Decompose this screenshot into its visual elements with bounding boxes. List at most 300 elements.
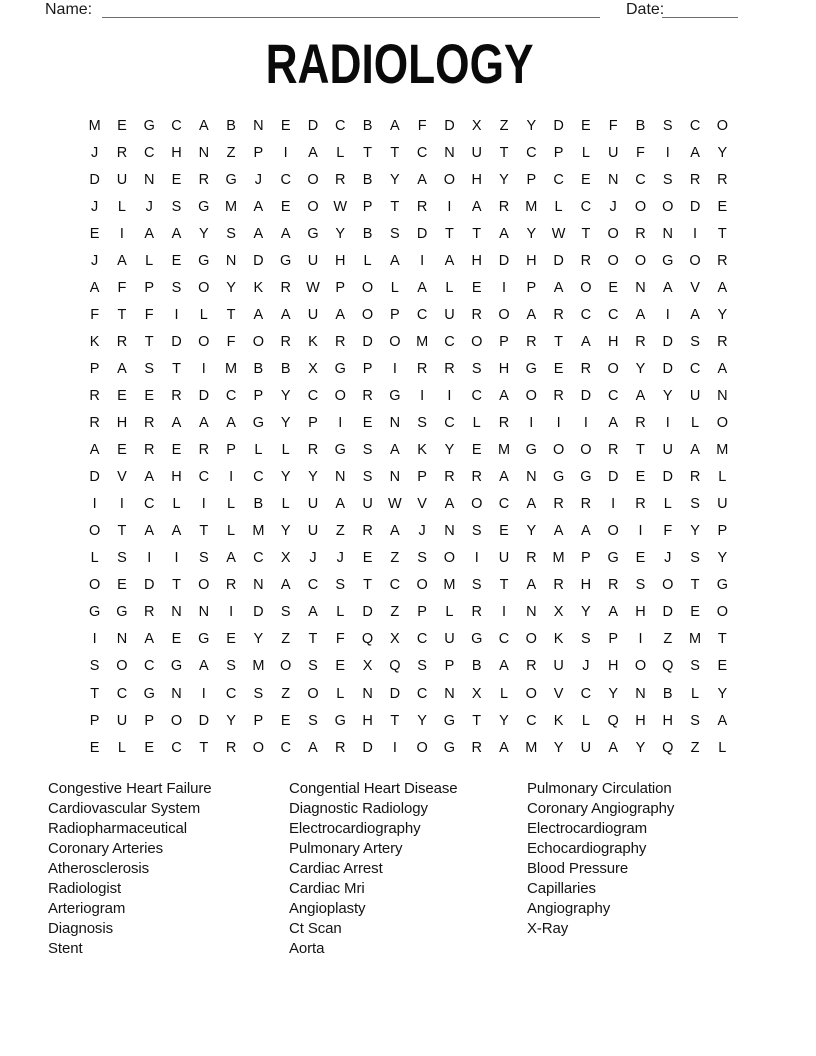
- grid-letter: G: [307, 225, 319, 242]
- grid-letter: K: [89, 333, 100, 350]
- grid-letter: I: [229, 469, 234, 486]
- grid-letter: N: [171, 604, 182, 621]
- grid-letter: M: [416, 333, 429, 350]
- grid-letter: I: [119, 496, 124, 513]
- grid-letter: C: [607, 306, 619, 323]
- grid-letter: Y: [226, 279, 236, 296]
- grid-letter: O: [634, 658, 647, 675]
- grid-letter: S: [581, 631, 591, 648]
- grid-letter: N: [116, 631, 128, 648]
- grid-letter: M: [525, 739, 538, 756]
- grid-letter: T: [717, 631, 727, 648]
- grid-letter: O: [307, 171, 319, 188]
- grid-letter: R: [280, 279, 291, 296]
- word-bank-item: Radiopharmaceutical: [48, 820, 188, 837]
- grid-letter: E: [171, 252, 182, 269]
- word-bank-item: Atherosclerosis: [48, 860, 150, 877]
- grid-letter: Y: [390, 171, 400, 188]
- grid-letter: I: [583, 415, 588, 432]
- grid-letter: R: [89, 387, 100, 404]
- grid-letter: Y: [635, 360, 646, 377]
- grid-letter: A: [308, 144, 318, 161]
- grid-letter: E: [553, 360, 564, 377]
- grid-letter: K: [417, 442, 427, 459]
- grid-letter: Y: [280, 387, 291, 404]
- grid-letter: E: [280, 198, 291, 215]
- grid-letter: O: [471, 496, 483, 513]
- grid-letter: E: [171, 171, 182, 188]
- grid-letter: O: [662, 198, 674, 215]
- grid-letter: Y: [717, 685, 728, 702]
- grid-letter: G: [198, 631, 210, 648]
- grid-letter: J: [609, 198, 617, 215]
- grid-letter: R: [526, 550, 537, 567]
- grid-letter: R: [225, 577, 237, 594]
- grid-letter: I: [201, 360, 206, 377]
- grid-letter: T: [554, 333, 564, 350]
- grid-letter: Y: [417, 712, 427, 729]
- word-bank-item: Echocardiography: [527, 840, 647, 857]
- grid-letter: B: [253, 360, 264, 377]
- grid-letter: C: [689, 117, 701, 134]
- grid-letter: A: [144, 631, 155, 648]
- grid-letter: F: [417, 117, 427, 134]
- grid-letter: Y: [280, 415, 291, 432]
- grid-letter: N: [717, 387, 728, 404]
- grid-letter: R: [526, 333, 537, 350]
- grid-letter: F: [117, 279, 127, 296]
- grid-letter: Y: [662, 387, 673, 404]
- word-bank-item: Coronary Angiography: [527, 800, 675, 817]
- grid-letter: X: [308, 360, 318, 377]
- word-bank-item: Arteriogram: [48, 900, 126, 917]
- grid-letter: D: [253, 252, 264, 269]
- grid-letter: T: [363, 577, 372, 594]
- word-bank-item: Ct Scan: [289, 920, 342, 937]
- grid-letter: Y: [717, 306, 728, 323]
- grid-letter: R: [335, 171, 346, 188]
- grid-letter: Y: [335, 225, 346, 242]
- grid-letter: T: [690, 577, 700, 594]
- grid-letter: B: [362, 117, 373, 134]
- grid-letter: E: [117, 577, 127, 594]
- grid-letter: E: [117, 117, 127, 134]
- word-bank-item: Congestive Heart Failure: [48, 780, 212, 797]
- grid-letter: R: [143, 604, 155, 621]
- grid-letter: L: [336, 604, 345, 621]
- grid-letter: K: [308, 333, 318, 350]
- grid-letter: T: [390, 712, 400, 729]
- grid-letter: D: [362, 604, 373, 621]
- grid-letter: E: [362, 550, 373, 567]
- grid-letter: C: [225, 685, 237, 702]
- grid-letter: N: [198, 144, 210, 161]
- grid-letter: B: [362, 171, 373, 188]
- grid-letter: I: [283, 144, 288, 161]
- grid-letter: F: [90, 306, 100, 323]
- grid-letter: D: [89, 469, 100, 486]
- grid-letter: E: [471, 279, 482, 296]
- grid-letter: A: [690, 144, 700, 161]
- grid-letter: A: [89, 442, 100, 459]
- grid-letter: D: [362, 333, 373, 350]
- grid-letter: J: [91, 252, 99, 269]
- word-bank-item: Diagnostic Radiology: [289, 800, 428, 817]
- grid-letter: P: [253, 712, 264, 729]
- grid-letter: R: [471, 604, 482, 621]
- grid-letter: N: [362, 685, 373, 702]
- grid-letter: O: [607, 225, 619, 242]
- grid-letter: N: [335, 469, 346, 486]
- grid-letter: G: [580, 469, 592, 486]
- grid-letter: T: [581, 225, 591, 242]
- grid-letter: G: [170, 658, 183, 675]
- grid-letter: I: [638, 631, 643, 648]
- grid-letter: L: [445, 604, 454, 621]
- grid-letter: E: [171, 442, 182, 459]
- grid-letter: A: [144, 469, 155, 486]
- grid-letter: G: [552, 469, 565, 486]
- grid-letter: P: [444, 658, 455, 675]
- grid-letter: N: [444, 685, 455, 702]
- grid-letter: A: [171, 225, 182, 242]
- grid-letter: E: [581, 117, 591, 134]
- grid-letter: A: [198, 117, 209, 134]
- grid-letter: O: [252, 333, 265, 350]
- grid-letter: C: [198, 469, 210, 486]
- grid-letter: C: [307, 577, 319, 594]
- grid-letter: C: [416, 306, 428, 323]
- grid-letter: L: [145, 252, 154, 269]
- grid-letter: R: [635, 415, 646, 432]
- grid-letter: C: [116, 685, 128, 702]
- grid-letter: A: [89, 279, 100, 296]
- word-bank-item: Angioplasty: [289, 900, 366, 917]
- grid-letter: J: [582, 658, 590, 675]
- grid-letter: S: [471, 523, 482, 540]
- grid-letter: A: [226, 415, 236, 432]
- grid-letter: A: [471, 198, 482, 215]
- grid-letter: U: [607, 144, 619, 161]
- grid-letter: O: [443, 171, 456, 188]
- grid-letter: A: [308, 604, 318, 621]
- grid-letter: R: [635, 496, 646, 513]
- grid-letter: D: [143, 577, 155, 594]
- grid-letter: T: [199, 523, 209, 540]
- grid-letter: O: [716, 117, 728, 134]
- grid-letter: C: [143, 144, 155, 161]
- grid-letter: N: [526, 604, 537, 621]
- grid-letter: U: [471, 144, 482, 161]
- grid-letter: R: [444, 360, 455, 377]
- grid-letter: F: [226, 333, 236, 350]
- grid-letter: V: [690, 279, 700, 296]
- grid-letter: G: [280, 252, 292, 269]
- grid-letter: I: [338, 415, 343, 432]
- grid-letter: Y: [717, 550, 728, 567]
- word-bank-item: X-Ray: [527, 920, 569, 937]
- grid-letter: U: [444, 306, 455, 323]
- grid-letter: J: [145, 198, 153, 215]
- name-blank-line: [102, 17, 600, 18]
- grid-letter: R: [553, 306, 564, 323]
- grid-letter: L: [117, 739, 126, 756]
- grid-letter: Y: [608, 685, 619, 702]
- grid-letter: P: [226, 442, 236, 459]
- grid-letter: R: [607, 442, 619, 459]
- grid-letter: L: [390, 279, 399, 296]
- grid-letter: A: [390, 252, 400, 269]
- grid-letter: U: [580, 739, 592, 756]
- grid-letter: P: [526, 171, 537, 188]
- grid-letter: N: [662, 225, 673, 242]
- grid-letter: Y: [280, 469, 291, 486]
- grid-letter: T: [90, 685, 100, 702]
- grid-letter: M: [525, 198, 538, 215]
- grid-letter: P: [717, 523, 728, 540]
- grid-letter: H: [662, 712, 673, 729]
- grid-letter: A: [335, 496, 346, 513]
- grid-letter: C: [580, 306, 592, 323]
- grid-letter: Z: [281, 685, 291, 702]
- grid-letter: I: [392, 360, 397, 377]
- grid-letter: E: [89, 739, 100, 756]
- grid-letter: Q: [607, 712, 619, 729]
- grid-letter: A: [717, 360, 728, 377]
- grid-letter: Y: [553, 739, 564, 756]
- grid-letter: A: [581, 333, 591, 350]
- grid-letter: H: [335, 252, 346, 269]
- grid-letter: S: [226, 225, 236, 242]
- grid-letter: R: [416, 360, 428, 377]
- grid-letter: B: [471, 658, 482, 675]
- grid-letter: I: [174, 306, 179, 323]
- grid-letter: U: [553, 658, 564, 675]
- grid-letter: C: [607, 387, 619, 404]
- word-bank-item: Cardiac Arrest: [289, 860, 383, 877]
- grid-letter: R: [444, 469, 455, 486]
- grid-letter: R: [498, 415, 510, 432]
- grid-letter: N: [389, 415, 401, 432]
- grid-letter: A: [444, 252, 455, 269]
- grid-letter: Y: [581, 604, 591, 621]
- grid-letter: I: [501, 279, 507, 296]
- grid-letter: C: [471, 387, 482, 404]
- grid-letter: P: [581, 550, 591, 567]
- grid-letter: T: [636, 442, 645, 459]
- grid-letter: G: [225, 171, 237, 188]
- grid-letter: R: [198, 442, 210, 459]
- grid-letter: I: [501, 604, 507, 621]
- grid-letter: N: [444, 144, 455, 161]
- grid-letter: L: [581, 144, 590, 161]
- grid-letter: I: [229, 604, 234, 621]
- grid-letter: R: [471, 469, 482, 486]
- grid-letter: O: [416, 577, 428, 594]
- grid-letter: D: [444, 117, 455, 134]
- grid-letter: Y: [526, 225, 537, 242]
- grid-letter: G: [389, 387, 401, 404]
- grid-letter: S: [362, 469, 373, 486]
- grid-letter: G: [443, 712, 456, 729]
- grid-letter: U: [444, 631, 455, 648]
- grid-letter: U: [307, 523, 319, 540]
- grid-letter: D: [307, 117, 319, 134]
- grid-letter: I: [119, 225, 124, 242]
- puzzle-grid: [81, 112, 736, 761]
- grid-letter: R: [116, 333, 128, 350]
- grid-letter: T: [363, 144, 372, 161]
- grid-letter: A: [171, 415, 182, 432]
- grid-letter: D: [198, 712, 210, 729]
- grid-letter: C: [580, 685, 592, 702]
- grid-letter: B: [253, 496, 264, 513]
- grid-letter: C: [143, 496, 155, 513]
- grid-letter: L: [691, 685, 700, 702]
- grid-letter: C: [444, 415, 455, 432]
- grid-letter: N: [225, 252, 237, 269]
- grid-letter: D: [662, 333, 673, 350]
- grid-letter: Z: [390, 550, 400, 567]
- grid-letter: N: [526, 469, 537, 486]
- grid-letter: U: [307, 496, 319, 513]
- grid-letter: C: [635, 171, 646, 188]
- grid-letter: M: [716, 442, 729, 459]
- grid-letter: O: [607, 523, 619, 540]
- grid-letter: D: [662, 469, 673, 486]
- grid-letter: A: [690, 306, 700, 323]
- grid-letter: S: [308, 658, 318, 675]
- grid-letter: A: [144, 225, 155, 242]
- grid-letter: S: [171, 279, 182, 296]
- grid-letter: A: [280, 306, 291, 323]
- grid-letter: L: [718, 469, 727, 486]
- word-bank-item: Capillaries: [527, 880, 596, 897]
- grid-letter: R: [717, 252, 728, 269]
- grid-letter: H: [635, 604, 646, 621]
- grid-letter: C: [498, 496, 510, 513]
- word-bank-item: Stent: [48, 940, 83, 957]
- grid-letter: R: [307, 442, 319, 459]
- grid-letter: E: [280, 117, 291, 134]
- grid-letter: R: [335, 333, 346, 350]
- grid-letter: X: [390, 631, 400, 648]
- grid-letter: R: [580, 252, 592, 269]
- grid-letter: I: [392, 739, 397, 756]
- grid-letter: T: [390, 198, 400, 215]
- grid-letter: Z: [663, 631, 673, 648]
- grid-letter: R: [498, 198, 510, 215]
- grid-letter: O: [361, 306, 374, 323]
- grid-letter: S: [690, 333, 700, 350]
- grid-letter: U: [116, 712, 128, 729]
- grid-letter: R: [143, 442, 155, 459]
- grid-letter: I: [92, 496, 97, 513]
- grid-letter: L: [363, 252, 372, 269]
- grid-letter: A: [335, 306, 346, 323]
- grid-letter: L: [499, 685, 509, 702]
- grid-letter: V: [553, 685, 564, 702]
- grid-letter: O: [198, 577, 210, 594]
- grid-letter: S: [362, 442, 373, 459]
- grid-letter: S: [335, 577, 346, 594]
- grid-letter: C: [498, 631, 510, 648]
- grid-letter: O: [443, 550, 456, 567]
- grid-letter: L: [281, 442, 290, 459]
- grid-letter: E: [690, 604, 700, 621]
- grid-letter: R: [362, 387, 373, 404]
- grid-letter: S: [198, 550, 209, 567]
- grid-letter: C: [389, 577, 401, 594]
- grid-letter: L: [336, 685, 345, 702]
- grid-letter: O: [607, 360, 619, 377]
- grid-letter: D: [498, 252, 510, 269]
- grid-letter: C: [416, 144, 428, 161]
- grid-letter: H: [607, 333, 619, 350]
- grid-letter: I: [447, 387, 452, 404]
- word-bank-item: Cardiovascular System: [48, 800, 201, 817]
- grid-letter: O: [552, 442, 565, 459]
- grid-letter: A: [117, 252, 127, 269]
- grid-letter: H: [116, 415, 128, 432]
- grid-letter: S: [690, 496, 700, 513]
- grid-letter: Y: [635, 739, 646, 756]
- grid-letter: O: [580, 442, 592, 459]
- grid-letter: O: [89, 523, 101, 540]
- grid-letter: A: [662, 279, 673, 296]
- grid-letter: P: [89, 360, 100, 377]
- grid-letter: C: [444, 333, 455, 350]
- grid-letter: E: [608, 279, 619, 296]
- grid-letter: S: [144, 360, 155, 377]
- grid-letter: K: [253, 279, 264, 296]
- grid-letter: A: [553, 523, 564, 540]
- grid-letter: A: [608, 739, 619, 756]
- word-bank-item: Pulmonary Artery: [289, 840, 403, 857]
- grid-letter: Y: [308, 469, 318, 486]
- grid-letter: H: [580, 577, 592, 594]
- grid-letter: R: [553, 387, 564, 404]
- grid-letter: N: [389, 469, 401, 486]
- grid-letter: M: [689, 631, 702, 648]
- grid-letter: U: [307, 252, 319, 269]
- grid-letter: J: [309, 550, 317, 567]
- grid-letter: S: [635, 577, 646, 594]
- grid-letter: O: [634, 198, 647, 215]
- grid-letter: D: [580, 387, 592, 404]
- grid-letter: C: [553, 171, 564, 188]
- grid-letter: S: [390, 225, 400, 242]
- grid-letter: G: [334, 442, 346, 459]
- grid-letter: I: [201, 496, 206, 513]
- grid-letter: A: [581, 523, 591, 540]
- grid-letter: Z: [499, 117, 509, 134]
- grid-letter: S: [417, 415, 427, 432]
- grid-letter: C: [280, 171, 291, 188]
- grid-letter: P: [253, 387, 264, 404]
- grid-letter: Z: [226, 144, 236, 161]
- grid-letter: H: [471, 252, 482, 269]
- grid-letter: N: [253, 117, 264, 134]
- grid-letter: L: [90, 550, 99, 567]
- grid-letter: D: [416, 225, 428, 242]
- grid-letter: T: [472, 712, 482, 729]
- grid-letter: I: [665, 415, 670, 432]
- grid-letter: O: [716, 415, 728, 432]
- grid-letter: I: [474, 550, 479, 567]
- grid-letter: G: [471, 631, 483, 648]
- grid-letter: P: [390, 306, 400, 323]
